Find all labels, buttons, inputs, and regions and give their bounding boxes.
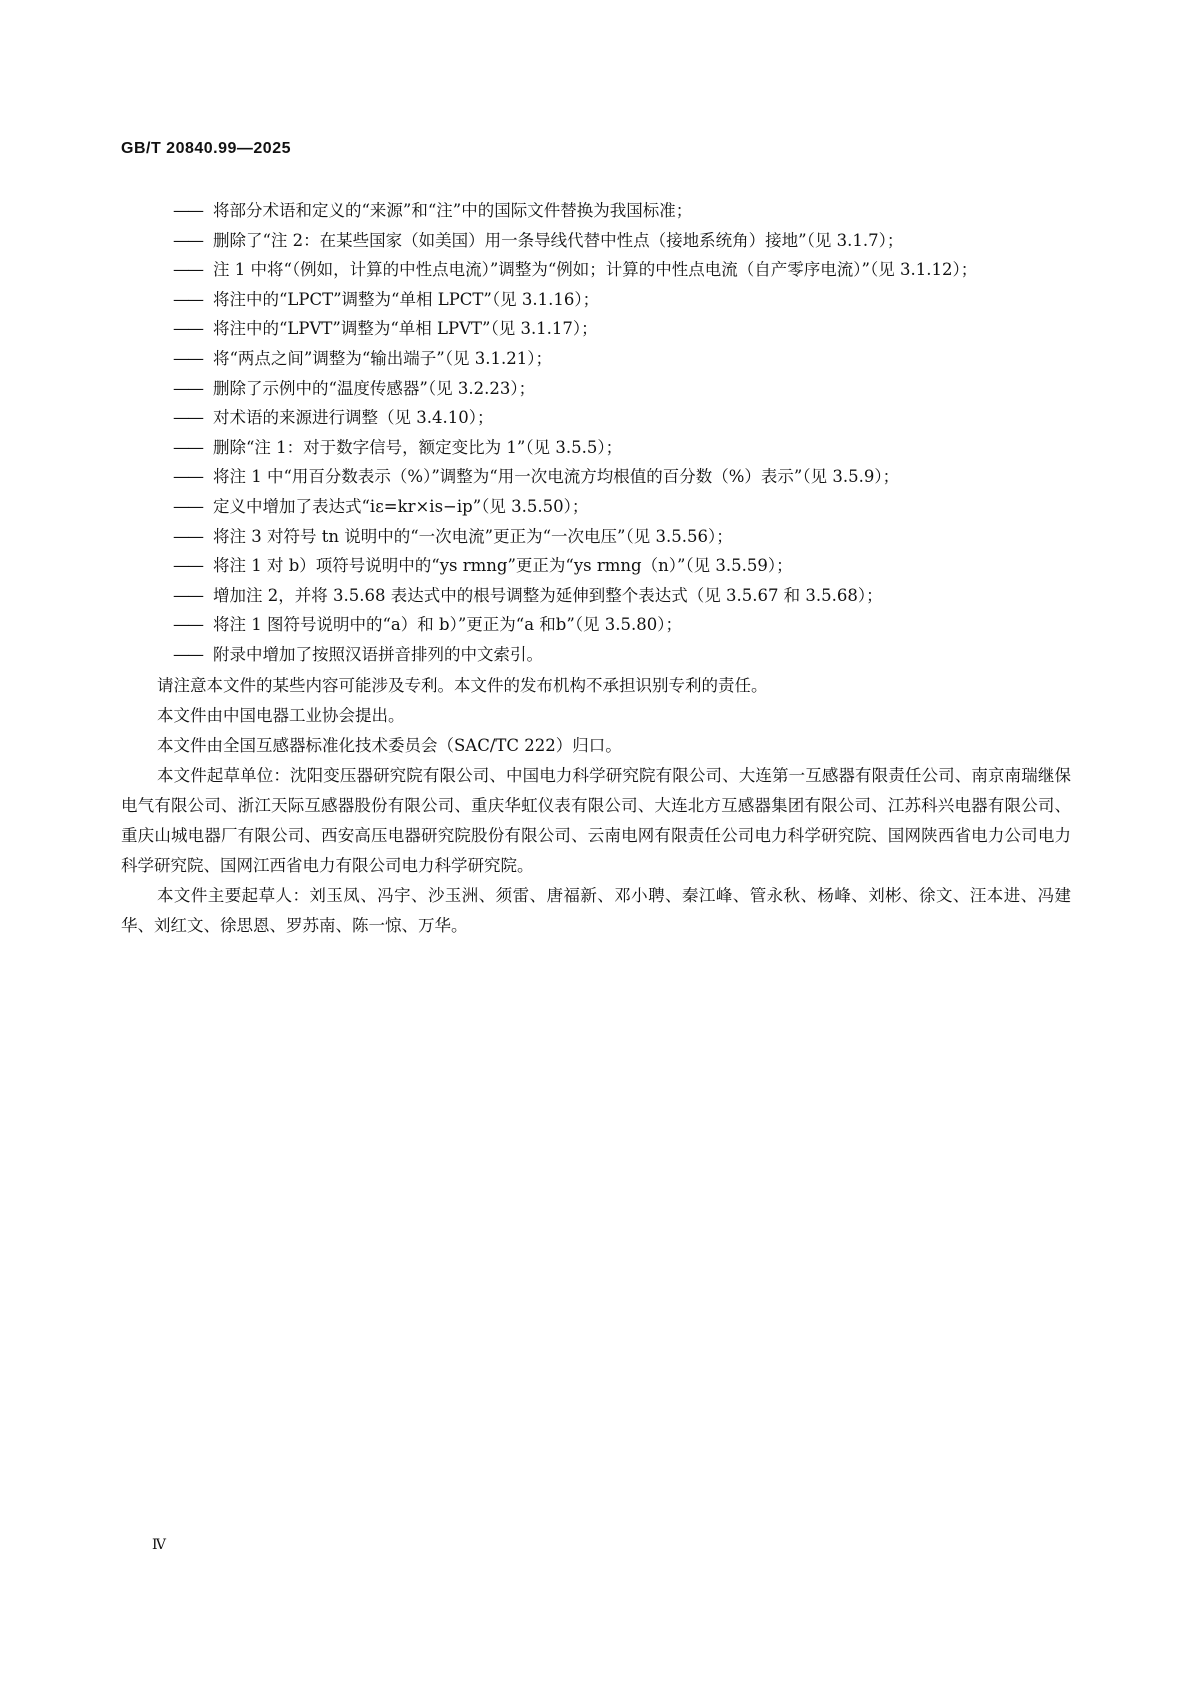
- list-dash: ——: [173, 201, 202, 220]
- list-dash: ——: [173, 230, 202, 250]
- change-text: 附录中增加了按照汉语拼音排列的中文索引。: [213, 644, 543, 664]
- list-dash: ——: [173, 348, 202, 368]
- list-dash: ——: [173, 496, 202, 516]
- change-text: 删除“注 1：对于数字信号，额定变比为 1”（见 3.5.5）；: [213, 437, 623, 457]
- list-dash: ——: [173, 644, 202, 664]
- change-text: 将注 1 中“用百分数表示（%）”调整为“用一次电流方均根值的百分数（%）表示”（见 3.5.9）；: [213, 467, 900, 487]
- change-item: [121, 226, 1071, 256]
- changes-list: [121, 196, 1071, 670]
- drafters-paragraph: 本文件主要起草人：刘玉凤、冯宇、沙玉洲、须雷、唐福新、邓小聘、秦江峰、管永秋、杨峰、刘彬、徐文、汪本进、冯建华、刘红文、徐思恩、罗苏南、陈一惊、万华。: [121, 885, 1071, 935]
- change-item: [121, 403, 1071, 433]
- change-item: [121, 344, 1071, 374]
- list-dash: ——: [173, 378, 202, 398]
- standard-code-header: GB/T 20840.99—2025: [121, 140, 291, 157]
- proposer-paragraph: 本文件由中国电器工业协会提出。: [157, 705, 405, 725]
- change-item: [121, 522, 1071, 552]
- change-item: [121, 462, 1071, 492]
- list-dash: ——: [173, 467, 202, 487]
- change-text: 将注 3 对符号 tn 说明中的“一次电流”更正为“一次电压”（见 3.5.56）；: [213, 526, 733, 546]
- list-dash: ——: [173, 260, 202, 280]
- change-item: [121, 610, 1071, 640]
- change-text: 将注 1 对 b）项符号说明中的“ys rmng”更正为“ys rmng（n）”（见 3.5.59）；: [213, 556, 793, 576]
- change-text: 将部分术语和定义的“来源”和“注”中的国际文件替换为我国标准；: [213, 201, 693, 220]
- change-text: 删除了“注 2：在某些国家（如美国）用一条导线代替中性点（接地系统角）接地”（见 3.1.7）；: [213, 230, 904, 250]
- change-item: [121, 433, 1071, 463]
- change-text: 将注中的“LPCT”调整为“单相 LPCT”（见 3.1.16）；: [213, 289, 600, 309]
- change-text: 删除了示例中的“温度传感器”（见 3.2.23）；: [213, 378, 536, 398]
- change-item: [121, 581, 1071, 611]
- list-dash: ——: [173, 408, 202, 428]
- list-dash: ——: [173, 437, 202, 457]
- foreword-content: [121, 196, 1071, 941]
- list-dash: ——: [173, 585, 202, 605]
- change-text: 增加注 2，并将 3.5.68 表达式中的根号调整为延伸到整个表达式（见 3.5.67 和 3.5.68）；: [213, 585, 883, 605]
- change-item: [121, 196, 1071, 226]
- change-item: [121, 255, 1071, 285]
- change-text: 定义中增加了表达式“iε=kr×is−ip”（见 3.5.50）；: [213, 496, 589, 516]
- change-item: [121, 374, 1071, 404]
- patent-notice-paragraph: 请注意本文件的某些内容可能涉及专利。本文件的发布机构不承担识别专利的责任。: [157, 675, 768, 695]
- change-text: 注 1 中将“（例如，计算的中性点电流）”调整为“例如；计算的中性点电流（自产零序电流）”（见 3.1.12）；: [213, 260, 978, 280]
- list-dash: ——: [173, 319, 202, 339]
- page-number: Ⅳ: [152, 1537, 166, 1553]
- committee-paragraph: 本文件由全国互感器标准化技术委员会（SAC/TC 222）归口。: [157, 735, 622, 755]
- change-item: [121, 551, 1071, 581]
- change-text: 对术语的来源进行调整（见 3.4.10）；: [213, 408, 494, 428]
- change-item: [121, 492, 1071, 522]
- list-dash: ——: [173, 615, 202, 635]
- change-item: [121, 640, 1071, 670]
- change-item: [121, 314, 1071, 344]
- change-text: 将“两点之间”调整为“输出端子”（见 3.1.21）；: [213, 348, 552, 368]
- list-dash: ——: [173, 556, 202, 576]
- drafting-units-paragraph: 本文件起草单位：沈阳变压器研究院有限公司、中国电力科学研究院有限公司、大连第一互感器有限责任公司、南京南瑞继保电气有限公司、浙江天际互感器股份有限公司、重庆华虹仪表有限公司、大连北方互感器集团有限公司、江苏科兴电器有限公司、重庆山城电器厂有限公司、西安高压电器研究院股份有限公司、云南电网有限责任公司电力科学研究院、国网陕西省电力公司电力科学研究院、国网江西省电力有限公司电力科学研究院。: [121, 765, 1071, 875]
- change-text: 将注中的“LPVT”调整为“单相 LPVT”（见 3.1.17）；: [213, 319, 598, 339]
- change-item: [121, 285, 1071, 315]
- change-text: 将注 1 图符号说明中的“a）和 b）”更正为“a 和b”（见 3.5.80）；: [213, 615, 682, 635]
- list-dash: ——: [173, 526, 202, 546]
- list-dash: ——: [173, 289, 202, 309]
